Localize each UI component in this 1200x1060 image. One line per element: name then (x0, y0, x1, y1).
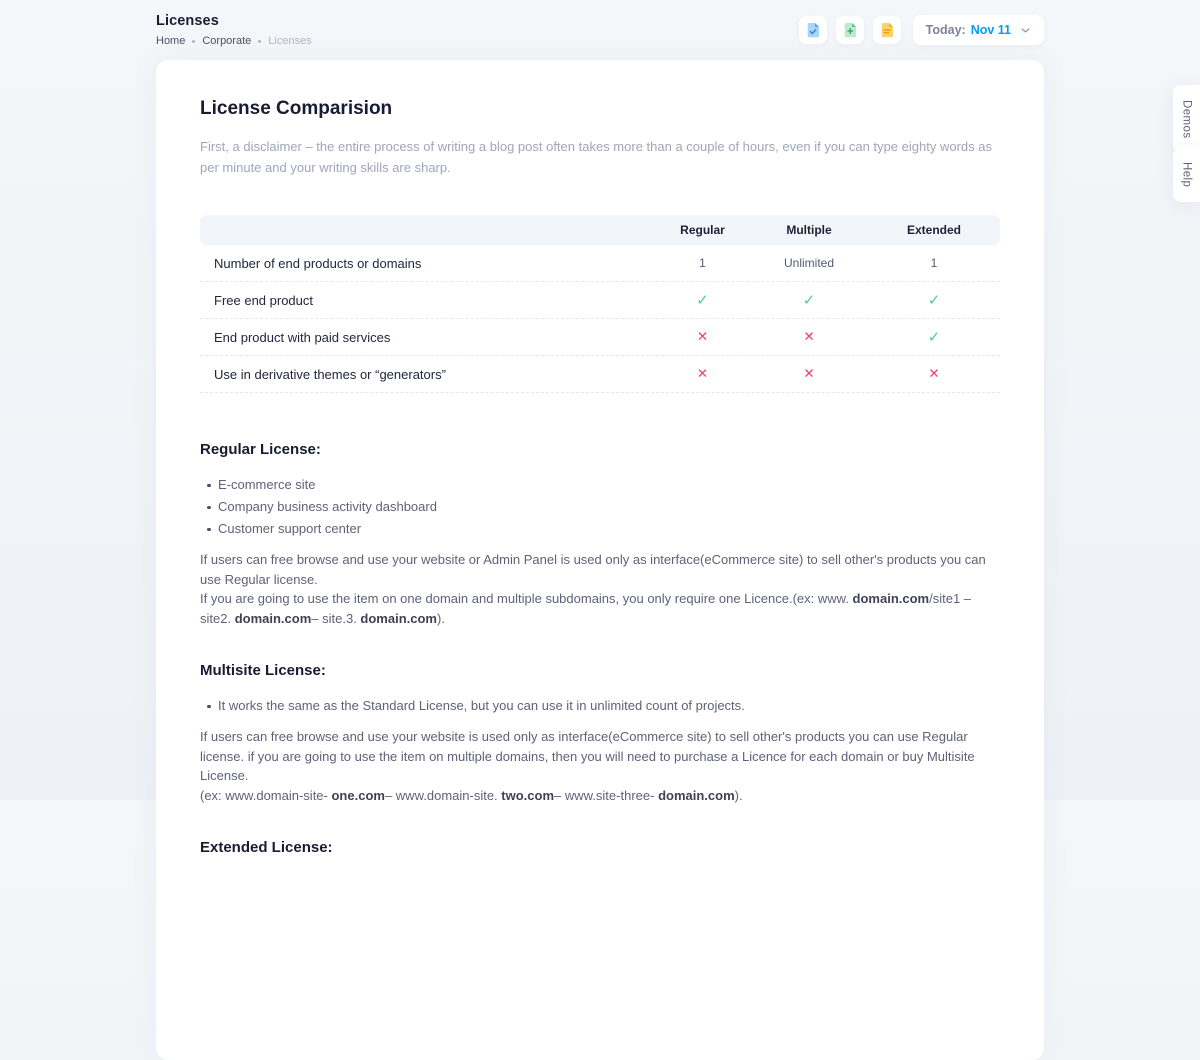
check-icon: ✓ (927, 292, 941, 309)
content-card (156, 60, 1044, 1060)
title-block (156, 13, 312, 47)
cell-value: Unlimited (783, 256, 834, 270)
file-plus-icon (842, 22, 858, 38)
section-heading: Regular License: (200, 441, 321, 458)
check-icon: ✓ (927, 329, 941, 346)
date-filter-dropdown[interactable] (913, 15, 1044, 45)
page-title: Licenses (156, 13, 219, 29)
bullet-list (200, 474, 1000, 540)
table-row (200, 282, 1000, 319)
file-check-icon (805, 22, 821, 38)
cross-icon: ✕ (696, 366, 709, 381)
section-regular-license (200, 441, 1000, 628)
section-multisite-license (200, 662, 1000, 805)
check-icon: ✓ (696, 292, 709, 309)
chevron-down-icon (1020, 25, 1031, 36)
list-item: Customer support center (200, 518, 1000, 540)
file-lines-icon (879, 22, 895, 38)
file-check-button[interactable] (799, 16, 827, 44)
file-lines-button[interactable] (873, 16, 901, 44)
list-item: E-commerce site (200, 474, 1000, 496)
disclaimer-text: First, a disclaimer – the entire process of writing a blog post often takes more than a couple of hours, even if you can type eighty words as per minute and your writing skills are sharp. (200, 139, 992, 175)
table-row (200, 245, 1000, 282)
topbar (156, 0, 1044, 60)
list-item: It works the same as the Standard License, but you can use it in unlimited count of projects. (200, 695, 1000, 717)
cell-value: 1 (930, 256, 938, 270)
cross-icon: ✕ (803, 329, 815, 344)
section-paragraph: If users can free browse and use your website or Admin Panel is used only as interface(eCommerce site) to sell other's products you can use Regular license. If you are going to use the item on one domain and multiple subdomains, you only require one Licence.(ex: www. domain.com/site1 – site2. domain.com– site.3. domain.com). (200, 552, 986, 626)
table-row (200, 319, 1000, 356)
column-header-extended: Extended (906, 223, 961, 237)
date-filter-label: Today: (925, 23, 966, 37)
row-label: End product with paid services (214, 329, 391, 345)
table-row (200, 356, 1000, 393)
section-heading: Extended License: (200, 839, 333, 856)
check-icon: ✓ (802, 292, 816, 309)
page-container (156, 0, 1044, 1060)
cell-value: 1 (699, 256, 706, 270)
date-filter-value: Nov 11 (970, 23, 1011, 37)
row-label: Number of end products or domains (214, 255, 422, 271)
cross-icon: ✕ (803, 366, 815, 381)
list-item: Company business activity dashboard (200, 496, 1000, 518)
section-paragraph: If users can free browse and use your website is used only as interface(eCommerce site) to sell other's products you can use Regular license. if you are going to use the item on multiple domains, then you will need to purchase a Licence for each domain or buy Multisite License. (ex: www.domain-site- one.com– www.domain-site. two.com– www.site-three- domain.com). (200, 729, 975, 803)
section-heading: Multisite License: (200, 662, 326, 679)
cross-icon: ✕ (696, 329, 709, 344)
breadcrumb-separator-dot (258, 40, 261, 43)
breadcrumb-home[interactable]: Home (156, 35, 186, 47)
column-header-multiple: Multiple (786, 223, 832, 237)
breadcrumb-corporate[interactable]: Corporate (202, 35, 252, 47)
breadcrumb-separator-dot (192, 40, 195, 43)
cross-icon: ✕ (928, 366, 940, 381)
demos-tab[interactable]: Demos (1173, 85, 1200, 153)
bullet-list (200, 695, 1000, 717)
breadcrumb (156, 35, 312, 47)
toolbar-actions (799, 15, 1044, 45)
license-comparison-table (200, 215, 1000, 393)
file-plus-button[interactable] (836, 16, 864, 44)
section-extended-license (200, 839, 1000, 856)
column-header-regular: Regular (680, 223, 725, 237)
breadcrumb-current: Licenses (268, 35, 312, 47)
row-label: Free end product (214, 292, 314, 308)
card-heading: License Comparision (200, 98, 393, 119)
row-label: Use in derivative themes or “generators” (214, 366, 446, 382)
help-tab[interactable]: Help (1173, 147, 1200, 202)
table-header-row (200, 215, 1000, 245)
